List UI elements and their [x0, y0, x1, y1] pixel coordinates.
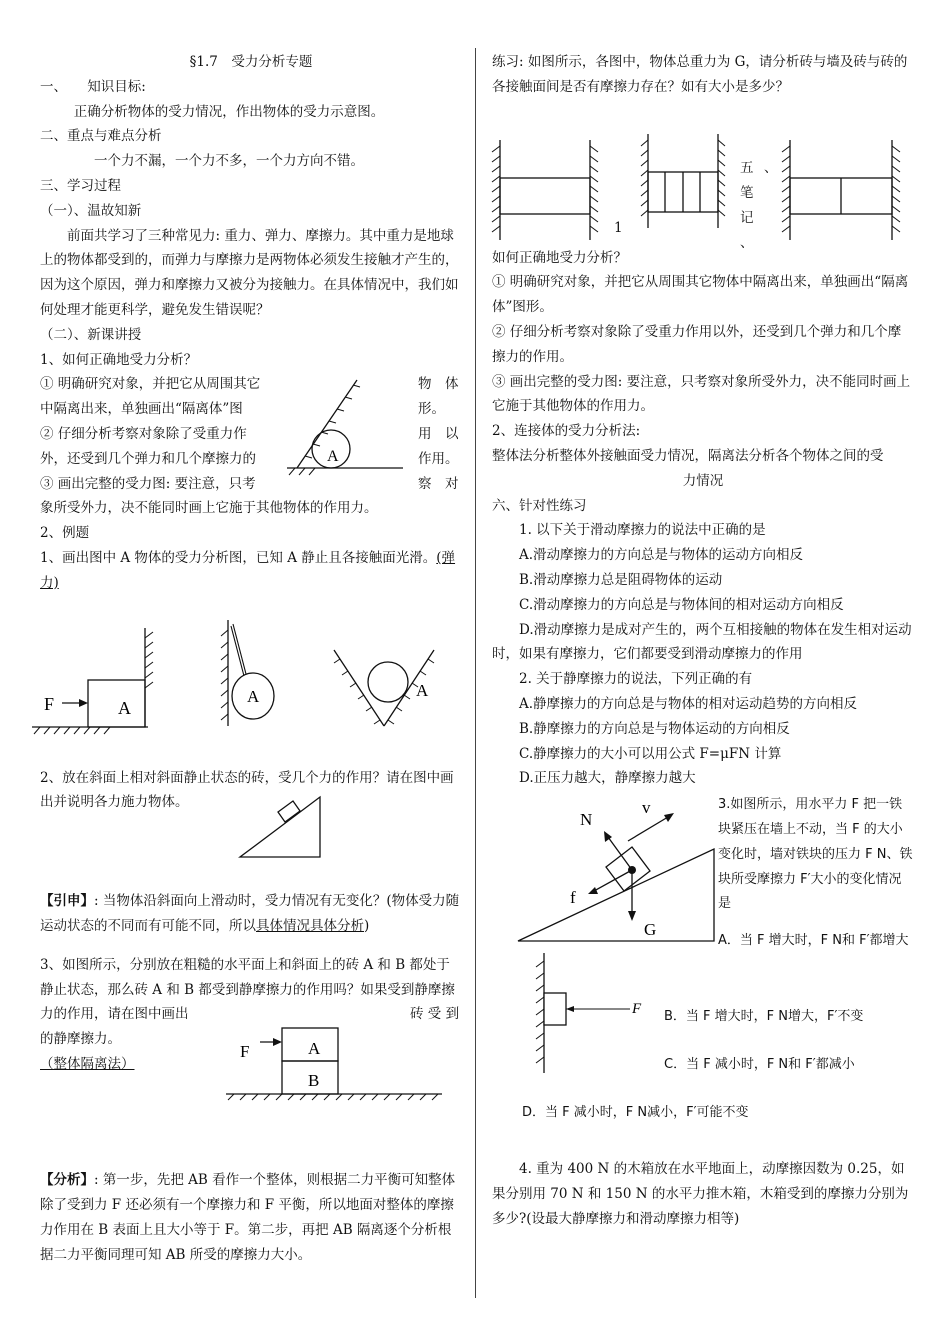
wall-figure-1	[486, 136, 606, 244]
analysis-label: 【分析】	[40, 1172, 94, 1189]
page-title: §1.7 受力分析专题	[189, 54, 313, 70]
practice-1-b: B.滑动摩擦力总是阻碍物体的运动	[519, 571, 723, 588]
practice-2-c: C.静摩擦力的大小可以用公式 F=μFN 计算	[519, 745, 782, 762]
right-method-2: ② 仔细分析考察对象除了受重力作用以外，还受到几个弹力和几个摩擦力的作用。	[492, 323, 902, 365]
practice-2-b: B.静摩擦力的方向总是与物体运动的方向相反	[519, 720, 790, 737]
brick-force-label-f: F	[240, 1042, 250, 1062]
ball-wedge-figure	[285, 374, 410, 476]
method-2-c: 外，还受到几个弹力和几个摩擦力的	[40, 451, 256, 468]
wall-brick-figures	[492, 100, 914, 251]
normal-force-label: N	[580, 810, 593, 830]
extension-text: : 当物体沿斜面向上滑动时，受力情况有无变化？(物体受力随运动状态的不同而有可能不同，所以	[40, 893, 460, 934]
example-1-figures	[40, 596, 462, 766]
method-3-c: 象所受外力，决不能同时画上它施于其他物体的作用力。	[40, 500, 378, 517]
method-1-c: 中隔离出来，单独画出“隔离体”图	[40, 401, 243, 418]
question-2: 2、例题	[40, 525, 90, 542]
block-wall-figure	[22, 624, 162, 744]
practice-3: 3.如图所示，用水平力 F 把一铁块紧压在墙上不动，当 F 的大小变化时，墙对铁块的压力 F N、铁块所受摩擦力 F′大小的变化情况是	[718, 797, 913, 912]
right-question-1: 如何正确地受力分析？	[492, 249, 627, 266]
practice-2-d: D.正压力越大，静摩擦力越大	[519, 770, 696, 787]
method-2-a: ② 仔细分析考察对象除了受重力作	[40, 426, 247, 443]
section-1-text: 正确分析物体的受力情况，作出物体的受力示意图。	[73, 103, 385, 120]
section-1-heading: 一、 知识目标:	[40, 78, 146, 95]
column-divider	[475, 48, 476, 1298]
practice-2: 2. 关于静摩擦力的说法，下列正确的有	[519, 671, 753, 688]
example-1-hint: (弹力)	[40, 549, 456, 591]
example-3: 3、如图所示，分别放在粗糙的水平面上和斜面上的砖 A 和 B 都处于静止状态，那么砖 A 和 B 都受到静摩擦力的作用吗？如果受到静摩擦力的作用，请在图中画出	[40, 956, 455, 1023]
example-3-b: 砖 受 到	[410, 1006, 460, 1023]
right-question-2-text: 整体法分析整体外接触面受力情况，隔离法分析各个物体之间的受	[492, 447, 884, 464]
example-3-method: （整体隔离法）	[40, 1056, 135, 1073]
block-label-a: A	[118, 697, 131, 718]
example-1	[40, 546, 462, 596]
extension-emphasis: 具体情况具体分析	[256, 917, 364, 934]
extension-label: 【引申】	[40, 893, 94, 910]
method-1-d: 形。	[418, 401, 445, 418]
example-2: 2、放在斜面上相对斜面静止状态的砖，受几个力的作用？请在图中画出并说明各力施力物体。	[40, 769, 454, 811]
right-question-2-text-2: 力情况	[682, 472, 724, 489]
practice-1-c: C.滑动摩擦力的方向总是与物体间的相对运动方向相反	[519, 596, 844, 613]
section-3-heading: 三、学习过程	[40, 177, 121, 194]
practice-4: 4. 重为 400 N 的木箱放在水平地面上，动摩擦因数为 0.25，如果分别用 70 N 和 150 N 的水平力推木箱，木箱受到的摩擦力分别为多少?(设最大静摩擦力和滑动摩擦力相等)	[492, 1161, 909, 1227]
force-label-f: F	[44, 693, 55, 714]
right-column	[492, 48, 914, 1232]
right-question-2: 2、连接体的受力分析法:	[492, 423, 641, 440]
section-6-heading: 六、针对性练习	[492, 497, 587, 514]
question-1: 1、如何正确地受力分析？	[40, 351, 198, 368]
hanging-ball-figure	[215, 616, 285, 736]
right-method-3: ③ 画出完整的受力图: 要注意，只考察对象所受外力，决不能同时画上它施于其他物体的作用力。	[492, 373, 911, 415]
method-2-b: 用 以	[418, 426, 459, 443]
side-note-2: 、	[764, 159, 778, 176]
side-note-3: 笔	[740, 184, 754, 201]
section-3-2-heading: （二）、新课讲授	[40, 326, 142, 343]
section-2-heading: 二、重点与难点分析	[40, 128, 162, 145]
practice-3-a: A．当 F 增大时，F N和 F′都增大	[718, 933, 909, 949]
side-note-1: 五	[740, 159, 754, 176]
press-force-label: F	[632, 1001, 642, 1018]
practice-3-d: D．当 F 减小时，F N减小，F′可能不变	[522, 1105, 749, 1121]
example-3-block	[40, 1002, 462, 1126]
wall-figure-3	[776, 136, 912, 244]
analysis-text: : 第一步，先把 AB 看作一个整体，则根据二力平衡可知整体除了受到力 F 还必须有一个摩擦力和 F 平衡，所以地面对整体的摩擦力作用在 B 表面上且大小等于 F。第二步，再把 AB 隔离逐个分析根据二力平衡同理可知 AB 所受的摩擦力大小。	[40, 1172, 456, 1263]
groove-ball-label-a: A	[416, 680, 429, 700]
friction-label: f	[570, 888, 576, 908]
figure-number: 1	[614, 219, 623, 236]
wall-press-figure	[514, 949, 664, 1079]
ball-label-a: A	[327, 448, 339, 466]
method-block	[40, 372, 462, 496]
hanging-ball-label-a: A	[247, 686, 260, 706]
right-method-1: ① 明确研究对象，并把它从周围其它物体中隔离出来，单独画出“隔离体”图形。	[492, 274, 909, 316]
brick-label-a: A	[308, 1039, 321, 1059]
practice-1-d: D.滑动摩擦力是成对产生的，两个互相接触的物体在发生相对运动时，如果有摩擦力，它们都要受到滑动摩擦力的作用	[492, 621, 912, 663]
extension-paragraph	[40, 889, 462, 939]
side-note-4: 记	[740, 209, 754, 226]
gravity-label: G	[644, 920, 657, 940]
example-3-c: 的静摩擦力。	[40, 1031, 121, 1048]
incline-forces-figure	[514, 799, 724, 949]
practice-3-b: B．当 F 增大时，F N增大，F′不变	[664, 1009, 864, 1025]
example-2-figure-wrap	[40, 815, 462, 889]
practice-1-a: A.滑动摩擦力的方向总是与物体的运动方向相反	[519, 547, 804, 564]
example-1-text: 1、画出图中 A 物体的受力分析图，已知 A 静止且各接触面光滑。	[40, 549, 437, 566]
practice-3-block	[492, 791, 914, 1145]
method-3-a: ③ 画出完整的受力图: 要注意，只考	[40, 476, 256, 493]
section-2-text: 一个力不漏，一个力不多，一个力方向不错。	[94, 153, 364, 170]
side-note	[740, 156, 778, 256]
side-note-5: 、	[740, 234, 754, 251]
section-3-1-heading: （一）、温故知新	[40, 202, 142, 219]
v-groove-figure	[330, 644, 440, 734]
incline-brick-figure	[238, 789, 328, 861]
velocity-label: v	[642, 799, 651, 818]
method-3-b: 察 对	[418, 476, 459, 493]
extension-end: )	[364, 917, 370, 934]
left-column	[40, 48, 462, 1267]
method-1-b: 物 体	[418, 376, 459, 393]
wall-figure-2	[638, 130, 728, 230]
stacked-bricks-figure	[220, 1022, 460, 1122]
analysis-paragraph	[40, 1168, 462, 1267]
practice-2-a: A.静摩擦力的方向总是与物体的相对运动趋势的方向相反	[519, 695, 858, 712]
brick-label-b: B	[308, 1071, 320, 1091]
review-paragraph: 前面共学习了三种常见力: 重力、弹力、摩擦力。其中重力是地球上的物体都受到的，而弹力与摩擦力是两物体必须发生接触才产生的，因为这个原因，弹力和摩擦力又被分为接触力。在具体情况中，我们如何处理才能更科学，避免发生错误呢？	[40, 227, 459, 318]
exercise-intro: 练习: 如图所示，各图中，物体总重力为 G，请分析砖与墙及砖与砖的各接触面间是否有摩擦力存在？如有大小是多少？	[492, 54, 908, 95]
method-1-a: ① 明确研究对象，并把它从周围其它	[40, 376, 261, 393]
practice-1: 1. 以下关于滑动摩擦力的说法中正确的是	[519, 522, 766, 539]
method-2-d: 作用。	[418, 451, 459, 468]
practice-3-c: C．当 F 减小时，F N和 F′都减小	[664, 1057, 855, 1073]
